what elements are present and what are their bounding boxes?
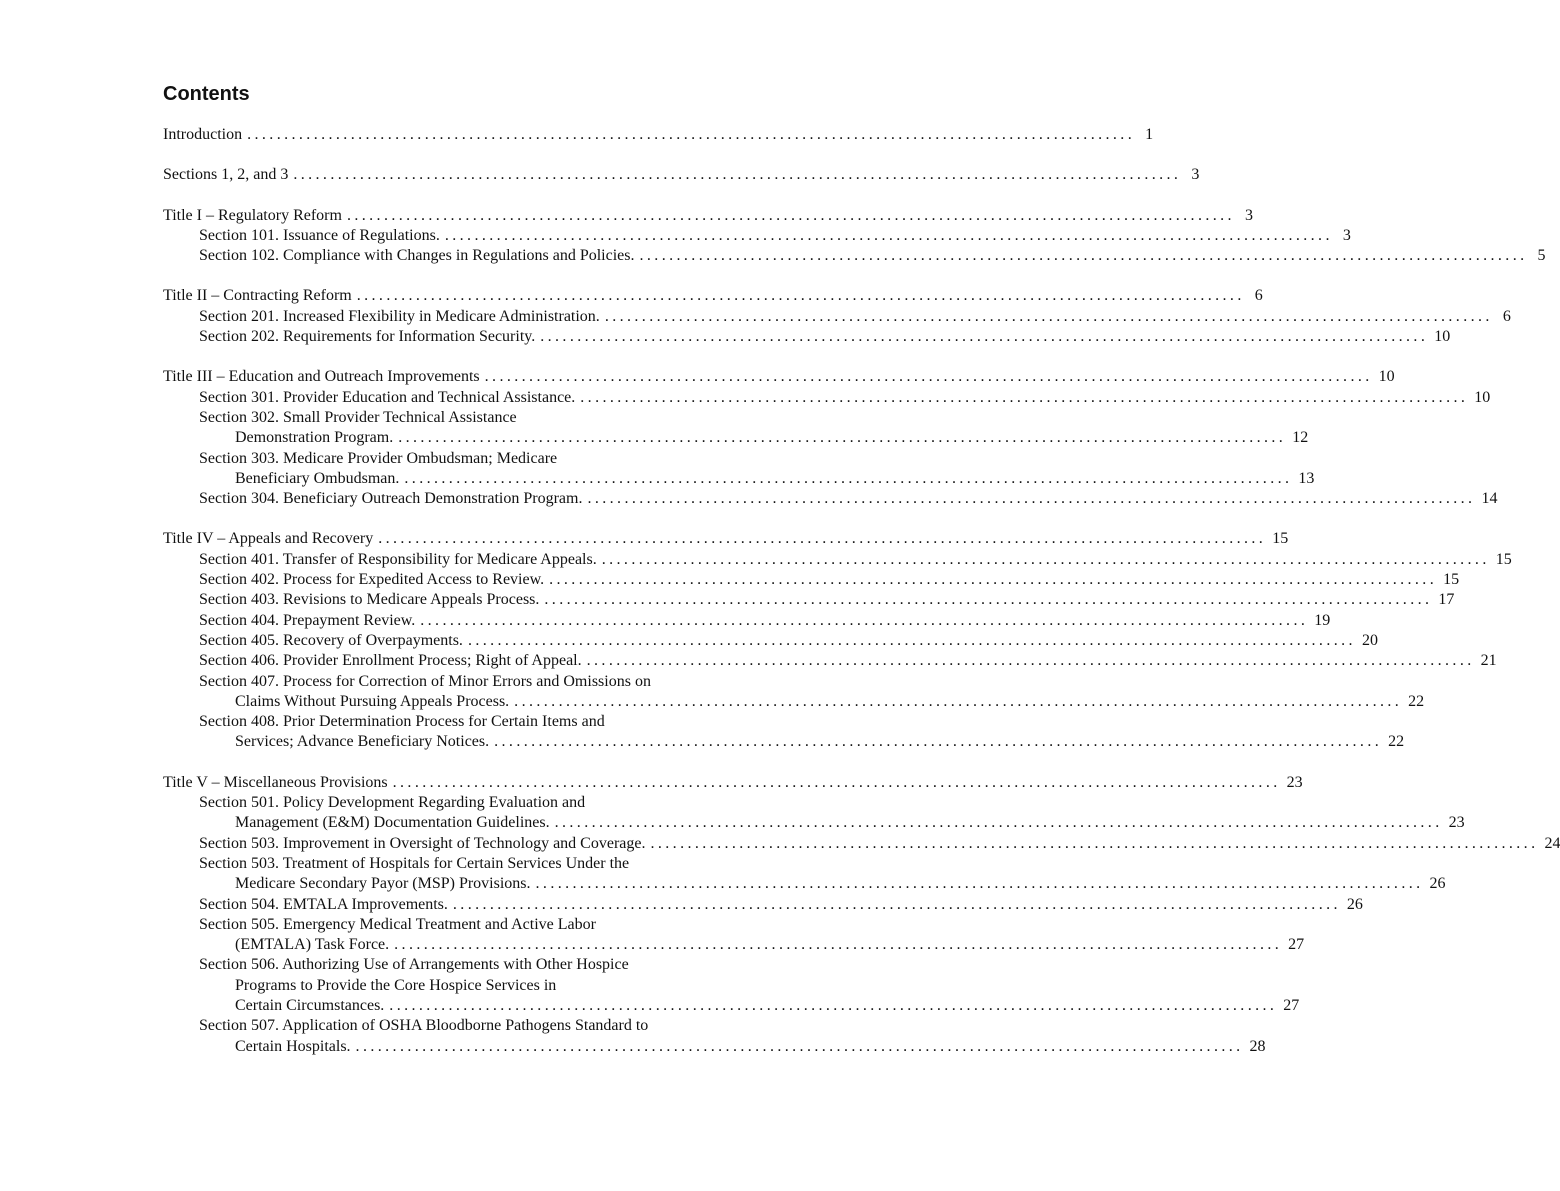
document-page bbox=[163, 80, 1560, 1077]
toc-entry-text: Title V – Miscellaneous Provisions bbox=[163, 773, 388, 791]
toc-section-entry[interactable] bbox=[163, 651, 1497, 671]
toc-entry-text: Section 404. Prepayment Review. bbox=[199, 611, 416, 629]
toc-entry-text: Section 402. Process for Expedited Access to Review. bbox=[199, 571, 545, 589]
toc-group bbox=[163, 286, 1511, 347]
toc-page-number: 3 bbox=[1244, 206, 1253, 224]
toc-page-number: 3 bbox=[1342, 226, 1351, 244]
toc-section-entry[interactable] bbox=[163, 976, 759, 996]
toc-page-number: 27 bbox=[1288, 936, 1305, 954]
toc-page-number: 5 bbox=[1537, 247, 1546, 265]
toc-entry-text: Section 507. Application of OSHA Bloodborne Pathogens Standard to bbox=[199, 1017, 649, 1035]
toc-page-number: 3 bbox=[1191, 166, 1200, 184]
toc-group bbox=[163, 529, 1512, 752]
dot-leader: ........................................................................................................................ bbox=[549, 571, 1438, 589]
toc-entry-text: Section 201. Increased Flexibility in Medicare Administration. bbox=[199, 307, 600, 325]
toc-entry-text: Title IV – Appeals and Recovery bbox=[163, 530, 374, 548]
toc-section-entry[interactable] bbox=[163, 935, 1305, 955]
toc-title-entry[interactable] bbox=[163, 529, 1289, 549]
toc-entry-text: Section 102. Compliance with Changes in Regulations and Policies. bbox=[199, 247, 635, 265]
toc-page-number: 10 bbox=[1378, 368, 1395, 386]
toc-group bbox=[163, 367, 1498, 509]
toc-entry-text: Demonstration Program. bbox=[235, 429, 394, 447]
dot-leader: ........................................................................................................................ bbox=[586, 652, 1475, 670]
dot-leader: ........................................................................................................................ bbox=[484, 368, 1373, 386]
toc-group bbox=[163, 206, 1546, 267]
toc-entry-text: Section 301. Provider Education and Technical Assistance. bbox=[199, 388, 576, 406]
toc-section-entry[interactable] bbox=[163, 469, 1315, 489]
toc-entry-text: Section 403. Revisions to Medicare Appeals Process. bbox=[199, 591, 540, 609]
toc-page-number: 28 bbox=[1249, 1037, 1266, 1055]
dot-leader: ........................................................................................................................ bbox=[356, 287, 1245, 305]
toc-entry-text: Section 101. Issuance of Regulations. bbox=[199, 226, 440, 244]
toc-title-entry[interactable] bbox=[163, 165, 1200, 185]
toc-entry-text: Title II – Contracting Reform bbox=[163, 287, 352, 305]
toc-group bbox=[163, 165, 1200, 185]
toc-section-entry[interactable] bbox=[163, 388, 1491, 408]
toc-page-number: 10 bbox=[1434, 328, 1451, 346]
toc-title-entry[interactable] bbox=[163, 367, 1395, 387]
toc-section-entry[interactable] bbox=[163, 854, 759, 874]
toc-section-entry[interactable] bbox=[163, 489, 1498, 509]
dot-leader: ........................................................................................................................ bbox=[394, 936, 1283, 954]
toc-entry-text: Section 202. Requirements for Information Security. bbox=[199, 328, 536, 346]
dot-leader: ........................................................................................................................ bbox=[444, 226, 1333, 244]
dot-leader: ........................................................................................................................ bbox=[650, 834, 1539, 852]
toc-title-entry[interactable] bbox=[163, 286, 1263, 306]
dot-leader: ........................................................................................................................ bbox=[494, 733, 1383, 751]
toc-section-entry[interactable] bbox=[163, 915, 759, 935]
toc-page-number: 10 bbox=[1474, 388, 1491, 406]
toc-section-entry[interactable] bbox=[163, 955, 759, 975]
dot-leader: ........................................................................................................................ bbox=[535, 875, 1424, 893]
toc-entry-text: Certain Hospitals. bbox=[235, 1037, 351, 1055]
toc-section-entry[interactable] bbox=[163, 874, 1446, 894]
toc-page-number: 13 bbox=[1298, 469, 1315, 487]
toc-page-number: 21 bbox=[1480, 652, 1497, 670]
toc-page-number: 27 bbox=[1283, 996, 1300, 1014]
toc-page-number: 15 bbox=[1443, 571, 1460, 589]
dot-leader: ........................................................................................................................ bbox=[346, 206, 1235, 224]
toc-title-entry[interactable] bbox=[163, 773, 1303, 793]
toc-entry-text: Section 506. Authorizing Use of Arrangements with Other Hospice bbox=[199, 956, 629, 974]
toc-page-number: 14 bbox=[1481, 490, 1498, 508]
toc-group bbox=[163, 773, 1560, 1057]
toc-section-entry[interactable] bbox=[163, 895, 1363, 915]
toc-page-number: 24 bbox=[1544, 834, 1560, 852]
toc-section-entry[interactable] bbox=[163, 449, 759, 469]
toc-section-entry[interactable] bbox=[163, 550, 1512, 570]
toc-entry-text: Section 407. Process for Correction of Minor Errors and Omissions on bbox=[199, 672, 651, 690]
dot-leader: ........................................................................................................................ bbox=[452, 895, 1341, 913]
toc-section-entry[interactable] bbox=[163, 1016, 759, 1036]
dot-leader: ........................................................................................................................ bbox=[587, 490, 1476, 508]
toc-entry-text: Section 401. Transfer of Responsibility for Medicare Appeals. bbox=[199, 550, 597, 568]
toc-page-number: 12 bbox=[1292, 429, 1309, 447]
toc-page-number: 23 bbox=[1286, 773, 1303, 791]
dot-leader: ........................................................................................................................ bbox=[580, 388, 1469, 406]
toc-page-number: 6 bbox=[1502, 307, 1511, 325]
toc-entry-text: Section 408. Prior Determination Process for Certain Items and bbox=[199, 713, 605, 731]
toc-entry-text: Claims Without Pursuing Appeals Process. bbox=[235, 692, 510, 710]
toc-entry-text: Section 505. Emergency Medical Treatment and Active Labor bbox=[199, 915, 596, 933]
toc-entry-text: Services; Advance Beneficiary Notices. bbox=[235, 733, 490, 751]
dot-leader: ........................................................................................................................ bbox=[467, 631, 1356, 649]
dot-leader: ........................................................................................................................ bbox=[392, 773, 1281, 791]
toc-section-entry[interactable] bbox=[163, 570, 1460, 590]
toc-entry-text: (EMTALA) Task Force. bbox=[235, 936, 390, 954]
dot-leader: ........................................................................................................................ bbox=[389, 996, 1278, 1014]
toc-page-number: 19 bbox=[1314, 611, 1331, 629]
toc-section-entry[interactable] bbox=[163, 246, 1546, 266]
toc-page-number: 6 bbox=[1254, 287, 1263, 305]
toc-page-number: 20 bbox=[1361, 631, 1378, 649]
toc-entry-text: Programs to Provide the Core Hospice Services in bbox=[235, 976, 557, 994]
dot-leader: ........................................................................................................................ bbox=[247, 126, 1136, 143]
toc-entry-text: Introduction bbox=[163, 126, 243, 143]
toc-page-number: 26 bbox=[1429, 875, 1446, 893]
toc-section-entry[interactable] bbox=[163, 834, 1560, 854]
toc-section-entry[interactable] bbox=[163, 226, 1351, 246]
dot-leader: ........................................................................................................................ bbox=[554, 814, 1443, 832]
toc-entry-text: Section 303. Medicare Provider Ombudsman; Medicare bbox=[199, 449, 558, 467]
toc-entry-text: Section 304. Beneficiary Outreach Demonstration Program. bbox=[199, 490, 583, 508]
toc-page-number: 1 bbox=[1145, 126, 1154, 143]
dot-leader: ........................................................................................................................ bbox=[378, 530, 1267, 548]
toc-entry-text: Section 503. Treatment of Hospitals for Certain Services Under the bbox=[199, 854, 630, 872]
toc-entry-text: Section 406. Provider Enrollment Process; Right of Appeal. bbox=[199, 652, 582, 670]
toc-section-entry[interactable] bbox=[163, 996, 1300, 1016]
toc-page-number: 17 bbox=[1438, 591, 1455, 609]
toc-entry-text: Title III – Education and Outreach Improvements bbox=[163, 368, 480, 386]
toc-page-number: 15 bbox=[1272, 530, 1289, 548]
toc-section-entry[interactable] bbox=[163, 631, 1378, 651]
toc-section-entry[interactable] bbox=[163, 732, 1405, 752]
toc-entry-text: Medicare Secondary Payor (MSP) Provisions. bbox=[235, 875, 531, 893]
toc-entry-text: Section 503. Improvement in Oversight of Technology and Coverage. bbox=[199, 834, 646, 852]
toc-section-entry[interactable] bbox=[163, 1037, 1266, 1057]
dot-leader: ........................................................................................................................ bbox=[293, 166, 1182, 184]
toc-entry-text: Management (E&M) Documentation Guidelines. bbox=[235, 814, 550, 832]
toc-section-entry[interactable] bbox=[163, 813, 1465, 833]
toc-entry-text: Section 504. EMTALA Improvements. bbox=[199, 895, 448, 913]
dot-leader: ........................................................................................................................ bbox=[639, 247, 1528, 265]
table-of-contents bbox=[163, 125, 1560, 1057]
toc-entry-text: Section 405. Recovery of Overpayments. bbox=[199, 631, 463, 649]
dot-leader: ........................................................................................................................ bbox=[355, 1037, 1244, 1055]
toc-entry-text: Sections 1, 2, and 3 bbox=[163, 166, 289, 184]
toc-section-entry[interactable] bbox=[163, 611, 1331, 631]
dot-leader: ........................................................................................................................ bbox=[420, 611, 1309, 629]
toc-entry-text: Section 302. Small Provider Technical Assistance bbox=[199, 408, 517, 426]
toc-page-number: 22 bbox=[1408, 692, 1425, 710]
dot-leader: ........................................................................................................................ bbox=[514, 692, 1403, 710]
dot-leader: ........................................................................................................................ bbox=[604, 307, 1493, 325]
toc-title-entry[interactable] bbox=[163, 206, 1253, 226]
toc-entry-text: Title I – Regulatory Reform bbox=[163, 206, 342, 224]
contents-heading: Contents bbox=[163, 83, 250, 105]
toc-section-entry[interactable] bbox=[163, 428, 1309, 448]
toc-section-entry[interactable] bbox=[163, 590, 1455, 610]
dot-leader: ........................................................................................................................ bbox=[398, 429, 1287, 447]
toc-page-number: 26 bbox=[1346, 895, 1363, 913]
toc-group bbox=[163, 125, 1154, 145]
toc-section-entry[interactable] bbox=[163, 327, 1451, 347]
toc-section-entry[interactable] bbox=[163, 712, 759, 732]
dot-leader: ........................................................................................................................ bbox=[540, 328, 1429, 346]
toc-entry-text: Beneficiary Ombudsman. bbox=[235, 469, 400, 487]
toc-page-number: 22 bbox=[1388, 733, 1405, 751]
toc-page-number: 23 bbox=[1448, 814, 1465, 832]
toc-title-entry[interactable] bbox=[163, 125, 1154, 145]
toc-section-entry[interactable] bbox=[163, 692, 1425, 712]
dot-leader: ........................................................................................................................ bbox=[404, 469, 1293, 487]
toc-section-entry[interactable] bbox=[163, 793, 759, 813]
toc-entry-text: Certain Circumstances. bbox=[235, 996, 385, 1014]
toc-section-entry[interactable] bbox=[163, 672, 759, 692]
toc-section-entry[interactable] bbox=[163, 408, 759, 428]
toc-entry-text: Section 501. Policy Development Regarding Evaluation and bbox=[199, 794, 586, 812]
toc-page-number: 15 bbox=[1495, 550, 1512, 568]
dot-leader: ........................................................................................................................ bbox=[544, 591, 1433, 609]
toc-section-entry[interactable] bbox=[163, 307, 1511, 327]
dot-leader: ........................................................................................................................ bbox=[601, 550, 1490, 568]
